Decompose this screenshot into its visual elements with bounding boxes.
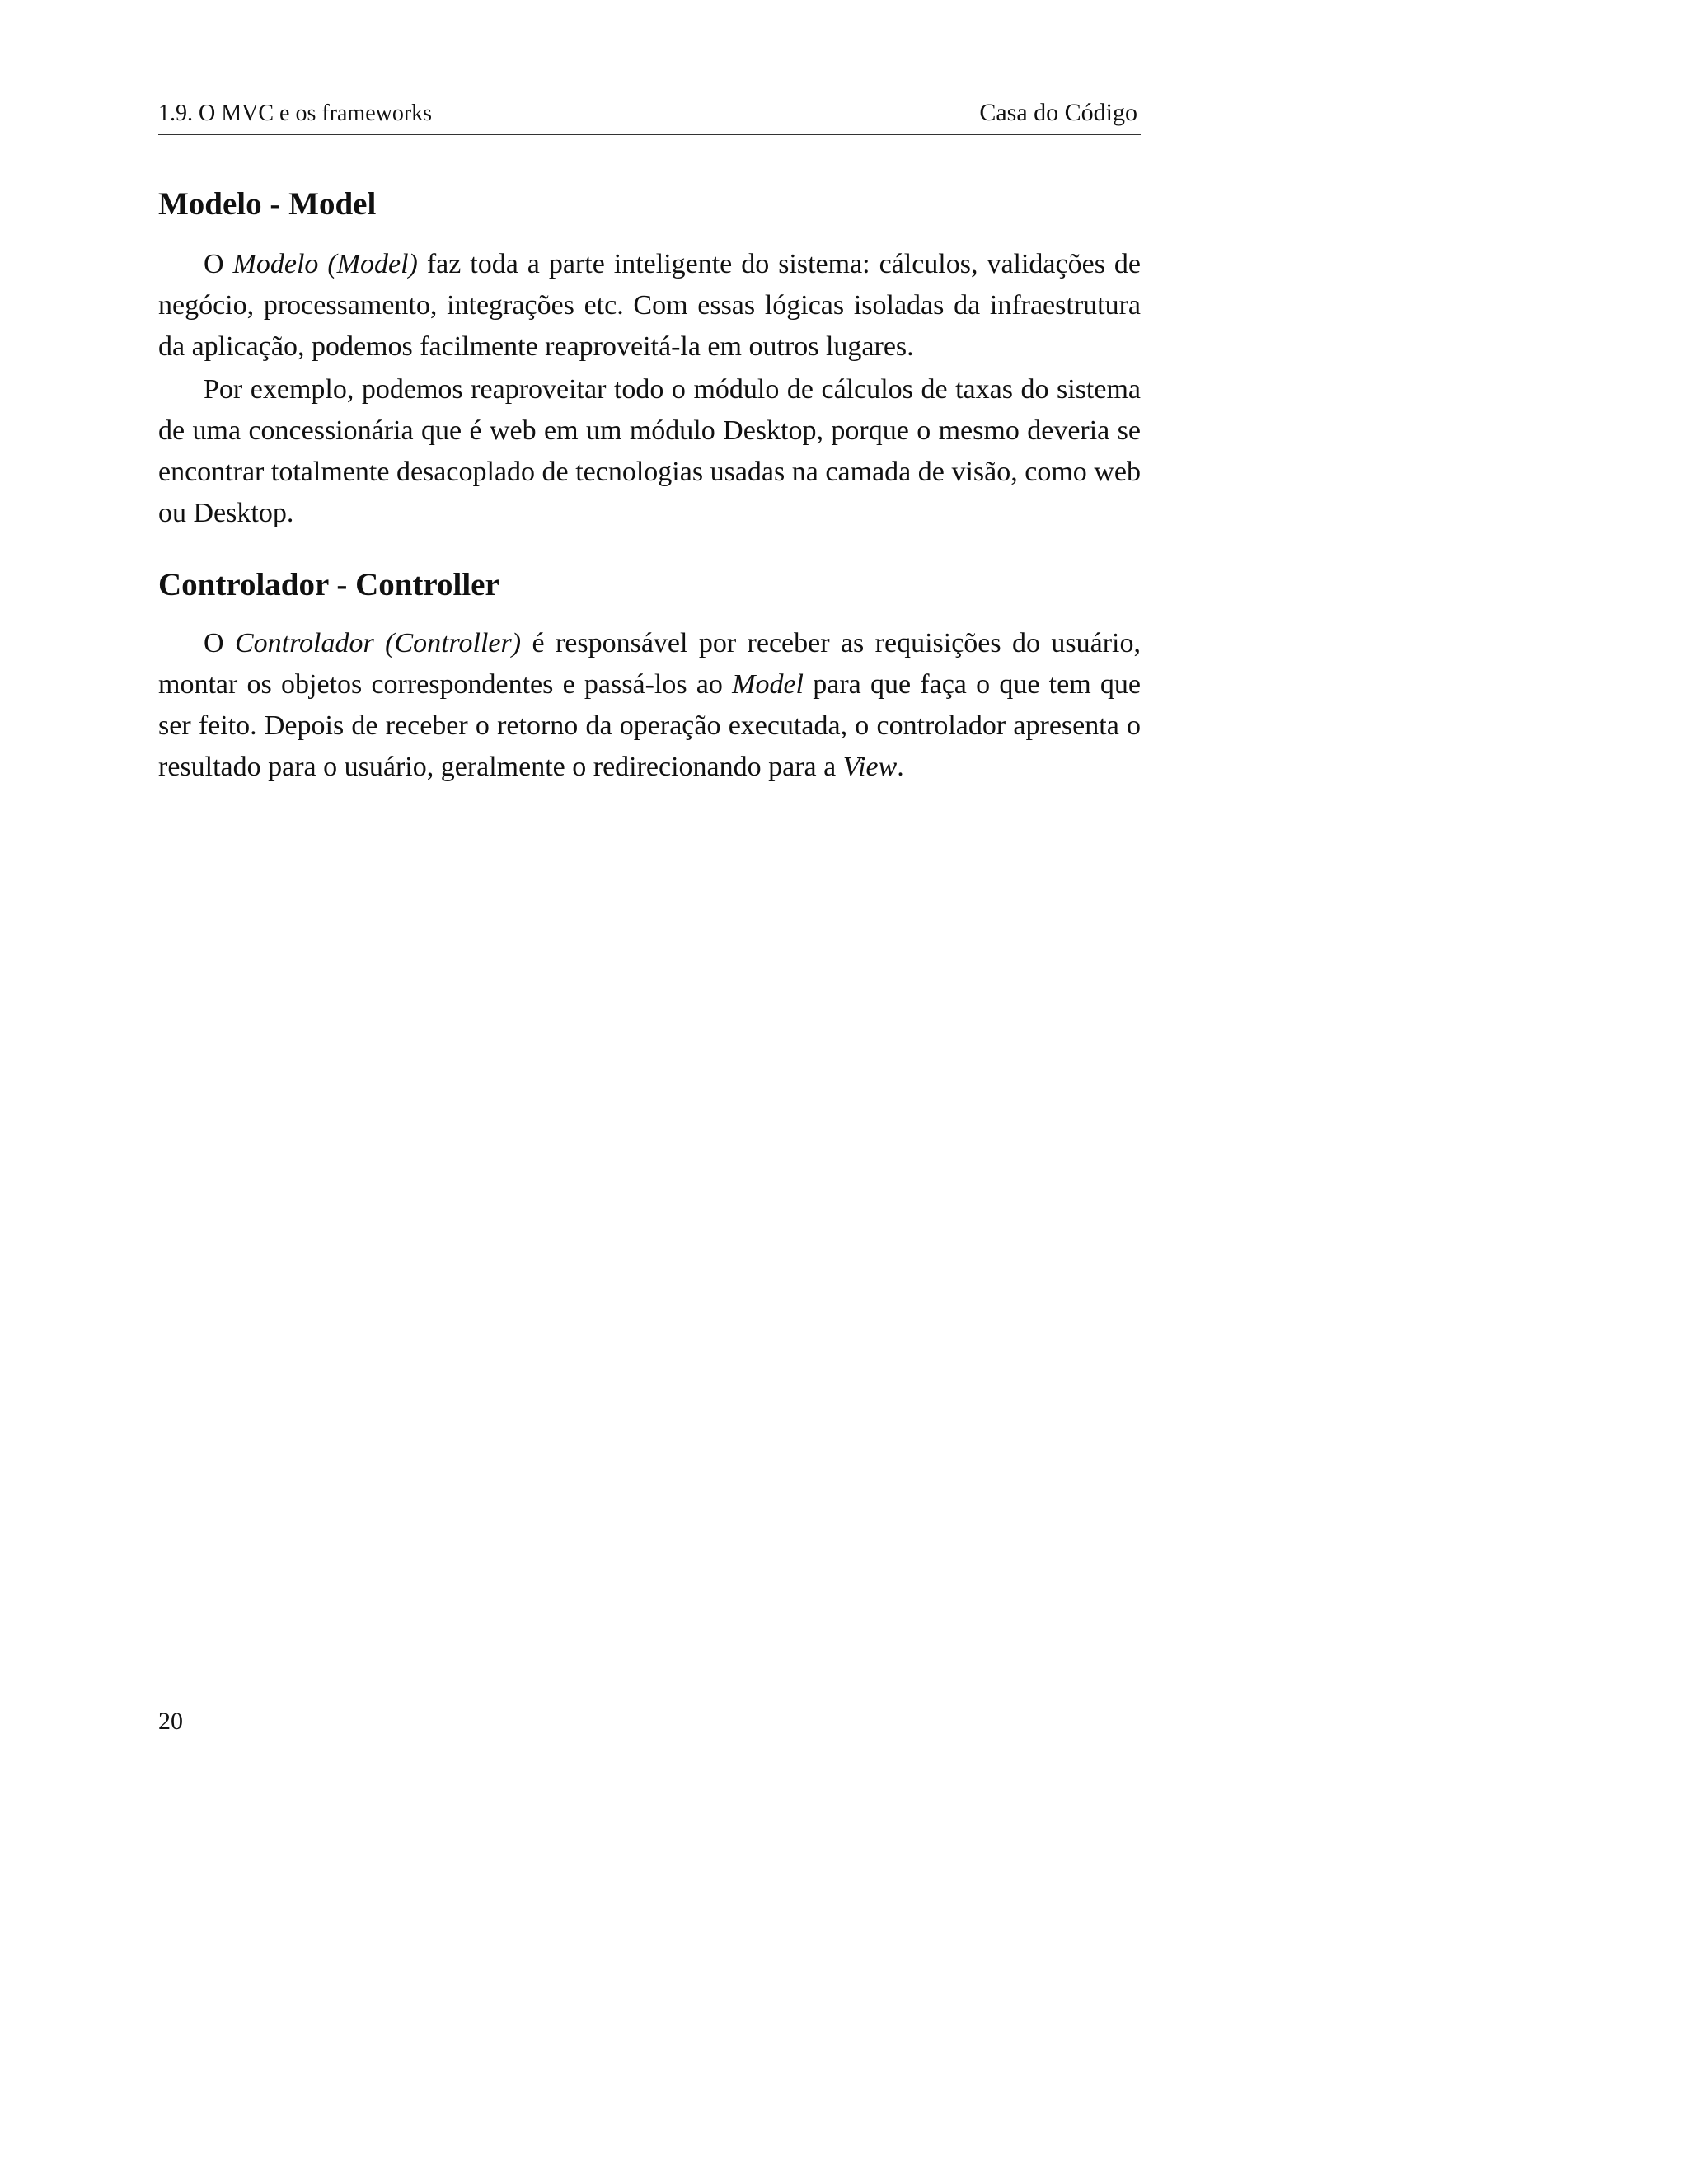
section-heading-controller: Controlador - Controller [158, 567, 499, 602]
page-number: 20 [158, 1708, 183, 1735]
italic-term: Model [732, 669, 804, 700]
header-publisher: Casa do Código [979, 99, 1137, 126]
italic-term: View [842, 752, 898, 782]
italic-term: Modelo (Model) [232, 249, 418, 279]
paragraph [158, 369, 1141, 534]
text-run: faz toda a parte inteligente do sistema: cálculos, validações de negócio, processamento, integrações etc. Com essas lógicas isoladas da infraestrutura da aplicação, podemos facilmente reaproveitá-la em outros lugares. [158, 249, 1141, 362]
paragraph [158, 244, 1141, 368]
italic-term: Controlador (Controller) [234, 628, 522, 658]
text-run: para que faça o que tem que ser feito. Depois de receber o retorno da operação executada, o controlador apresenta o resultado para o usuário, geralmente o redirecionando para a [158, 669, 1141, 782]
running-header [158, 101, 1141, 135]
page-body [158, 183, 1141, 788]
text-run: O [204, 628, 235, 658]
text-run: O [204, 249, 233, 279]
text-run: é responsável por receber as requisições do usuário, montar os objetos correspondentes e passá-los ao [158, 628, 1141, 700]
text-run: Por exemplo, podemos reaproveitar todo o módulo de cálculos de taxas do sistema de uma concessionária que é web em um módulo Desktop, porque o mesmo deveria se encontrar totalmente desacoplado de tecnologias usadas na camada de visão, como web ou Desktop. [158, 374, 1141, 528]
paragraph [158, 623, 1141, 788]
header-section-title: 1.9. O MVC e os frameworks [158, 101, 433, 126]
text-run: . [897, 752, 904, 782]
section-heading-model: Modelo - Model [158, 186, 377, 222]
